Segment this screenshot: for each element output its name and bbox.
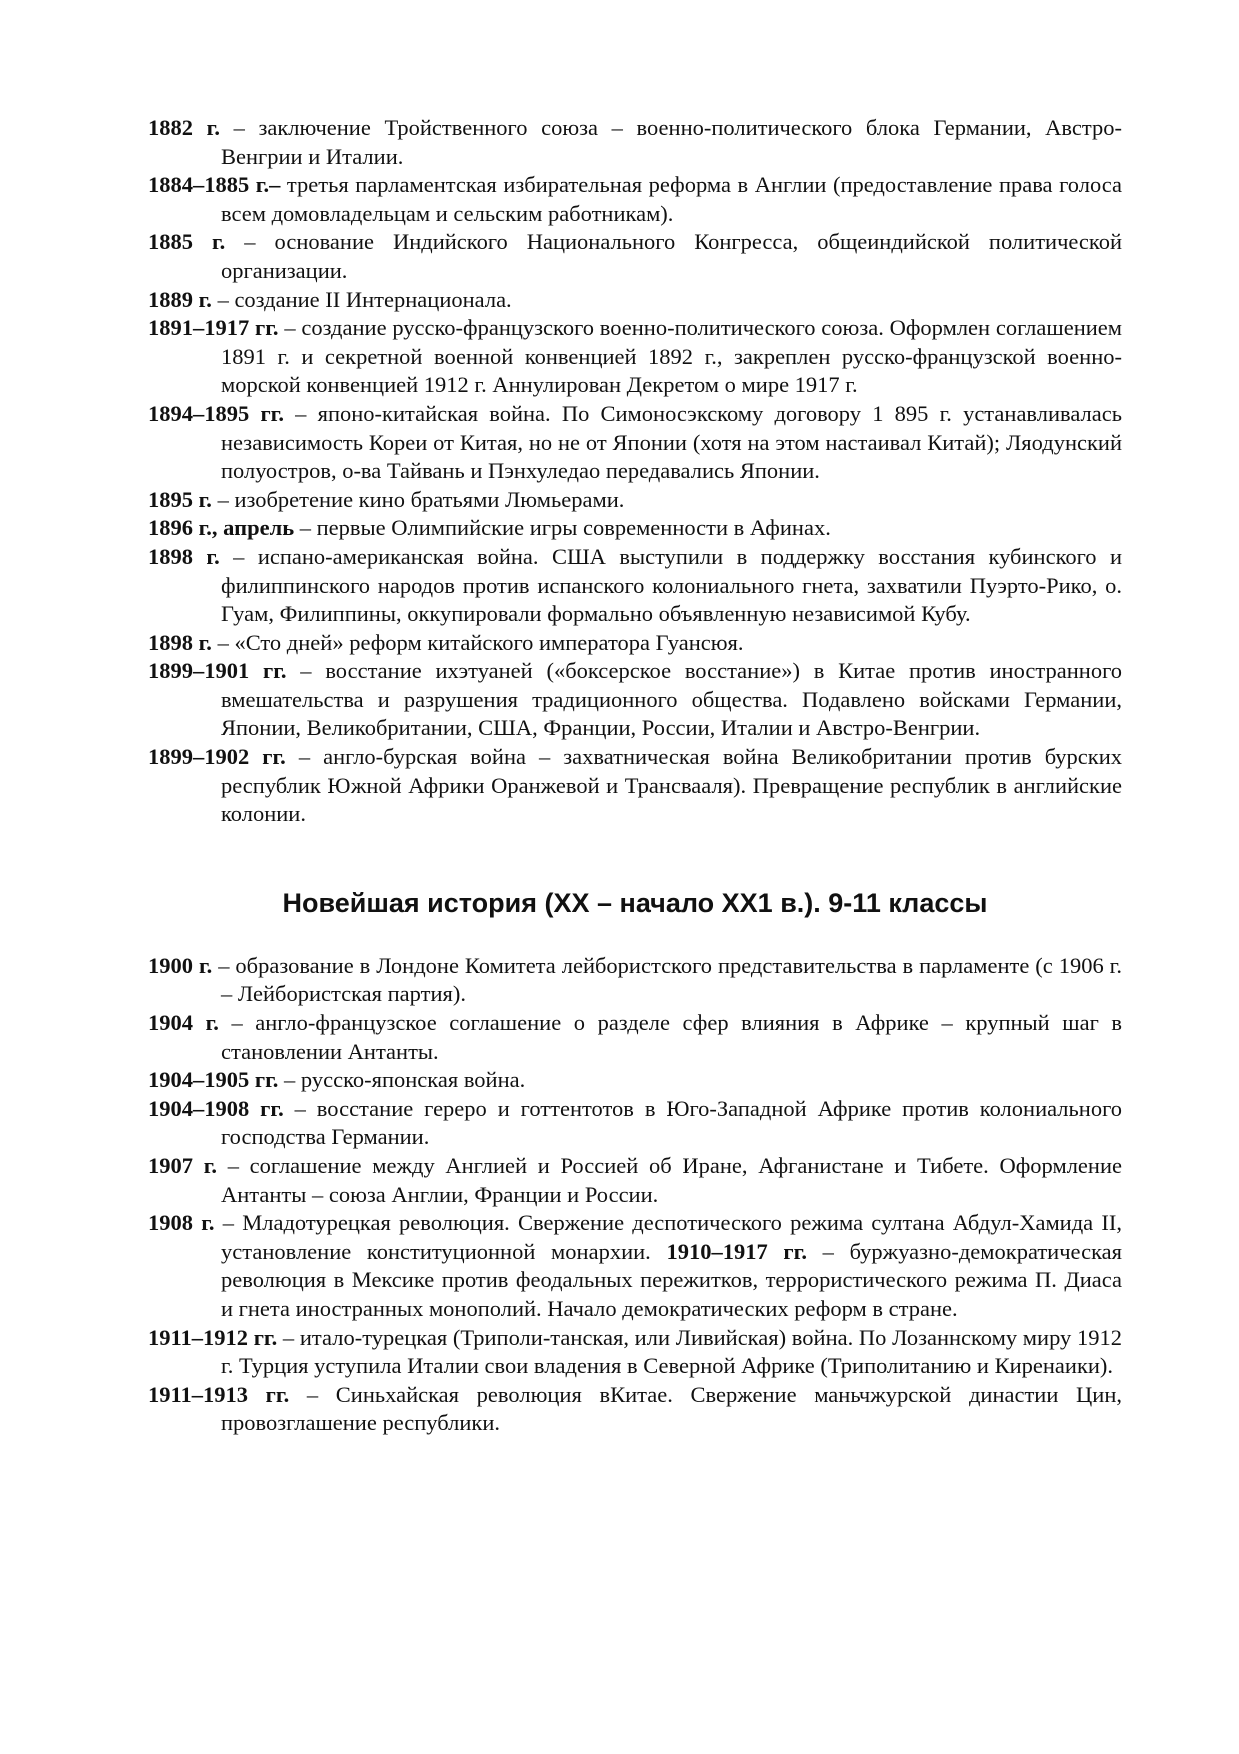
section-heading: Новейшая история (XX – начало XX1 в.). 9-11 классы [282, 887, 988, 918]
chronology-entry [148, 400, 1122, 486]
entry-text: – восстание гереро и готтентотов в Юго-Западной Африке против колониального господства Германии. [221, 1095, 1122, 1150]
chronology-entry [148, 952, 1122, 1009]
entry-date: 1911–1912 гг. [148, 1324, 278, 1350]
entry-date: 1889 г. [148, 286, 212, 312]
chronology-section-modern [148, 114, 1122, 829]
entry-date: 1904–1905 гг. [148, 1067, 279, 1093]
entry-date: 1894–1895 гг. [148, 400, 284, 426]
entry-date: 1898 г. [148, 543, 220, 569]
chronology-entry [148, 114, 1122, 171]
chronology-entry [148, 543, 1122, 629]
entry-date: 1882 г. [148, 115, 220, 140]
entry-date: 1899–1901 гг. [148, 658, 287, 684]
entry-date: 1899–1902 гг. [148, 744, 286, 770]
entry-date: 1911–1913 гг. [148, 1381, 290, 1407]
entry-date: 1895 г. [148, 486, 212, 512]
chronology-entry [148, 1209, 1122, 1323]
chronology-entry [148, 1066, 1122, 1095]
entry-text: – первые Олимпийские игры современности в Афинах. [294, 515, 831, 541]
entry-date: 1907 г. [148, 1153, 217, 1178]
entry-text: – основание Индийского Национального Конгресса, общеиндийской политической организации. [221, 229, 1122, 283]
entry-text: – Синьхайская революция вКитае. Свержение маньчжурской династии Цин, провозглашение республики. [221, 1381, 1122, 1436]
entry-date: 1904 г. [148, 1010, 219, 1036]
entry-text: – восстание ихэтуаней («боксерское восстание») в Китае против иностранного вмешательства и разрушения традиционного общества. Подавлено войсками Германии, Японии, Великобритании, США, Франции, России, Италии и Австро-Венгрии. [221, 658, 1122, 741]
entry-text: третья парламентская избирательная реформа в Англии (предоставление права голоса всем домовладельцам и сельским работникам). [221, 172, 1123, 226]
chronology-entry [148, 657, 1122, 743]
entry-text-inline: – буржуазно-демократическая революция в Мексике против феодальных пережитков, террористического режима П. Диаса и гнета иностранных монополий. Начало демократических реформ в стране. [221, 1238, 1122, 1321]
entry-text: – испано-американская война. США выступили в поддержку восстания кубинского и филиппинского народов против испанского колониального гнета, захватили Пуэрто-Рико, о. Гуам, Филиппины, оккупировали формально объявленную независимой Кубу. [219, 543, 1122, 627]
entry-date: 1891–1917 гг. [148, 315, 279, 341]
entry-date: 1885 г. [148, 229, 226, 255]
chronology-section-contemporary [148, 952, 1122, 1438]
entry-date: 1896 г., апрель [148, 515, 295, 541]
chronology-entry [148, 743, 1122, 829]
entry-text: – японо-китайская война. По Симоносэкскому договору 1 895 г. устанавливалась независимость Кореи от Китая, но не от Японии (хотя на этом настаивал Китай); Ляодунский полуостров, о-ва Тайвань и Пэнхуледао передавались Японии. [221, 400, 1122, 484]
chronology-entry [148, 1009, 1122, 1066]
chronology-entry [148, 1095, 1122, 1152]
chronology-entry [148, 286, 1122, 315]
chronology-entry [148, 1381, 1122, 1438]
entry-text: – создание II Интернационала. [211, 286, 512, 312]
entry-text: – русско-японская война. [278, 1067, 526, 1093]
chronology-entry [148, 171, 1122, 228]
entry-date-inline: 1910–1917 гг. [666, 1238, 807, 1264]
entry-text: – образование в Лондоне Комитета лейбористского представительства в парламенте (с 1906 г. – Лейбористская партия). [212, 952, 1122, 1007]
entry-text: – итало-турецкая (Триполи-танская, или Ливийская) война. По Лозаннскому миру 1912 г. Турция уступила Италии свои владения в Северной Африке (Триполитанию и Киренаики). [221, 1324, 1122, 1379]
entry-date: 1908 г. [148, 1210, 215, 1236]
entry-date: 1900 г. [148, 952, 213, 978]
entry-text: – изобретение кино братьями Люмьерами. [211, 486, 625, 512]
chronology-entry [148, 314, 1122, 400]
chronology-entry [148, 1324, 1122, 1381]
chronology-entry [148, 514, 1122, 543]
entry-text: – соглашение между Англией и Россией об Иране, Афганистане и Тибете. Оформление Антанты – союза Англии, Франции и России. [217, 1153, 1122, 1207]
entry-text: – создание русско-французского военно-политического союза. Оформлен соглашением 1891 г. и секретной военной конвенцией 1892 г., закреплен русско-французской военно-морской конвенцией 1912 г. Аннулирован Декретом о мире 1917 г. [221, 315, 1122, 398]
chronology-entry [148, 629, 1122, 658]
entry-text: – заключение Тройственного союза – военно-политического блока Германии, Австро-Венгрии и Италии. [219, 115, 1122, 169]
entry-date: 1884–1885 г.– [148, 172, 281, 198]
entry-text: – Младотурецкая революция. Свержение деспотического режима султана Абдул-Хамида II, установление конституционной монархии. [214, 1210, 1122, 1264]
entry-date: 1904–1908 гг. [148, 1095, 284, 1121]
entry-text: – «Сто дней» реформ китайского императора Гуансюя. [211, 629, 744, 655]
chronology-entry [148, 1152, 1122, 1209]
entry-text: – англо-французское соглашение о разделе сфер влияния в Африке – крупный шаг в становлении Антанты. [218, 1010, 1122, 1064]
chronology-entry [148, 486, 1122, 515]
chronology-entry [148, 228, 1122, 285]
document-page [148, 114, 1122, 1438]
entry-date: 1898 г. [148, 629, 212, 655]
entry-text: – англо-бурская война – захватническая война Великобритании против бурских республик Южной Африки Оранжевой и Трансвааля). Превращение республик в английские колонии. [221, 744, 1122, 827]
